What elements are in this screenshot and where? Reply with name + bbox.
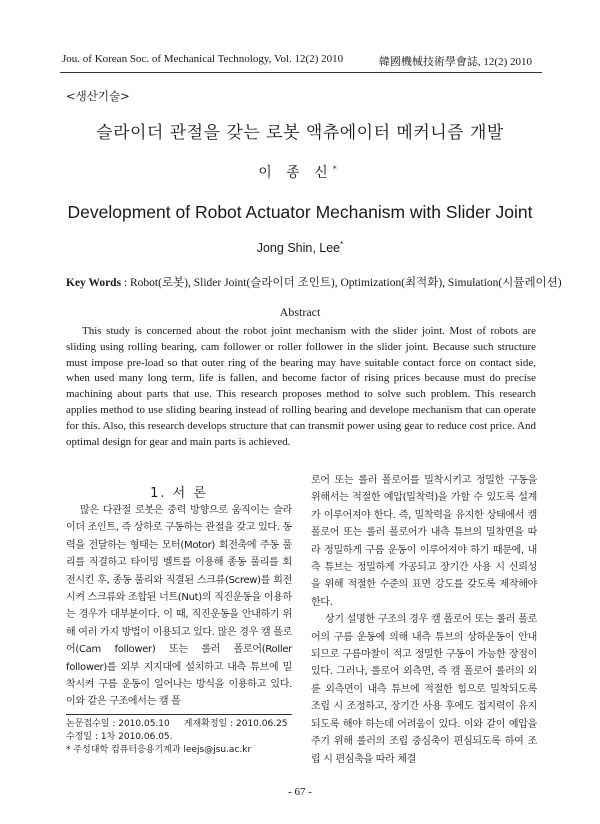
revised-date: 수정일 : 1차 2010.06.05. <box>66 732 173 742</box>
accepted-date: 게재확정일 : 2010.06.25 <box>183 719 288 729</box>
author-english <box>0 240 600 255</box>
keywords <box>66 274 562 290</box>
abstract-title: Abstract <box>279 305 321 319</box>
footnote <box>66 718 288 757</box>
author-english-name: Jong Shin, Lee <box>256 241 341 256</box>
title-korean: 슬라이더 관절을 갖는 로봇 액츄에이터 메커니즘 개발 <box>96 123 504 143</box>
author-korean <box>0 162 600 182</box>
author-korean-mark: * <box>332 164 342 174</box>
author-korean-name: 이 종 신 <box>258 165 333 181</box>
footnote-rule <box>66 714 292 715</box>
author-english-mark: * <box>340 240 344 249</box>
body-paragraph: 로어 또는 롤러 폴로어를 밀착시키고 정밀한 구동을 위해서는 적절한 예압(밀착력)을 가할 수 있도록 설계가 이루어져야 한다. 즉, 밀착력을 유지한 상태에서 캠 폴로어 또는 롤러 폴로어가 내측 튜브의 밀착면을 따라 정밀하게 구름 운동이 이루어져야 하기 때문에, 내측 튜브는 정밀하게 가공되고 장기간 사용 시 신뢰성을 위해 적절한 수준의 표면 강도를 갖도록 제작해야 한다. <box>311 475 537 608</box>
journal-header-right: 韓國機械技術學會誌, 12(2) 2010 <box>378 56 532 68</box>
received-date: 논문접수일 : 2010.05.10 <box>66 719 170 729</box>
journal-header-left: Jou. of Korean Soc. of Mechanical Technology, Vol. 12(2) 2010 <box>62 53 344 65</box>
footnote-dates <box>66 718 288 731</box>
header-rule <box>60 72 542 73</box>
affiliation: * 주성대학 컴퓨터응용기계과 leejs@jsu.ac.kr <box>66 745 252 755</box>
keywords-label: Key Words <box>66 277 122 289</box>
body-column-left: 많은 다관절 로봇은 중력 방향으로 움직이는 슬라이더 조인트, 즉 상하로 구동하는 관절을 갖고 있다. 동력을 전달하는 형태는 모터(Motor) 회전축에 주동 풀리를 직결하고 타이밍 벨트를 이용해 종동 풀리를 회전시킨 후, 종동 풀리와 직결된 스크류(Screw)를 회전시켜 스크류와 조합된 너트(Nut)의 직진운동을 이용하는 경우가 대부분이다. 이 때, 직진운동을 안내하기 위해 여러 가지 방법이 이용되고 있다. 많은 경우 캠 폴로어(Cam follower) 또는 롤러 폴로어(Roller follower)를 외부 지지대에 설치하고 내측 튜브에 밀착시켜 구름 운동이 일어나는 방식을 이용하고 있다. 이와 같은 구조에서는 캠 폴 <box>66 505 292 708</box>
title-english: Development of Robot Actuator Mechanism with Slider Joint <box>67 202 533 222</box>
section-1-heading: 1. 서 론 <box>150 486 208 501</box>
keywords-text: : Robot(로봇), Slider Joint(슬라이더 조인트), Optimization(최적화), Simulation(시뮬레이션) <box>123 277 562 289</box>
body-column-right <box>311 472 537 768</box>
body-paragraph: 상기 설명한 구조의 경우 캠 폴로어 또는 롤러 폴로어의 구름 운동에 의해 내측 튜브의 상하운동이 안내되므로 구름마찰이 적고 정밀한 구동이 가능한 장점이 있다. 그러나, 롤로어 외측면, 즉 캠 폴로어 롤러의 외륜 외측면이 내측 튜브에 적절한 힘으로 밀착되도록 조립 시 조정하고, 장기간 사용 후에도 접지력이 유지되도록 해야 하는데 어려움이 있다. 이와 같이 예압을 주기 위해 롤러의 조립 중심축이 편심되도록 하여 조립 시 편심축을 따라 체결 <box>311 614 537 765</box>
page-number: - 67 - <box>288 786 312 798</box>
section-tag: <생산기술> <box>66 89 130 103</box>
abstract-body: This study is concerned about the robot joint mechanism with the slider joint. Most of robots are sliding using rolling bearing, cam follower or roller follower in the slider joint. Because such structure must impose pre-load so that outer ring of the bearing may have suitable contact force on contact side, when used many long term, life is fallen, and become factor of rising prices because must do precise machining about parts that use. This research proposes method to solve such problem. This research applies method to use sliding bearing instead of rolling bearing and develope mechanism that can operate for this. Also, this research develops structure that can transmit power using gear to reduce cost price. And optimal design for gear and main parts is achieved. <box>66 325 536 448</box>
